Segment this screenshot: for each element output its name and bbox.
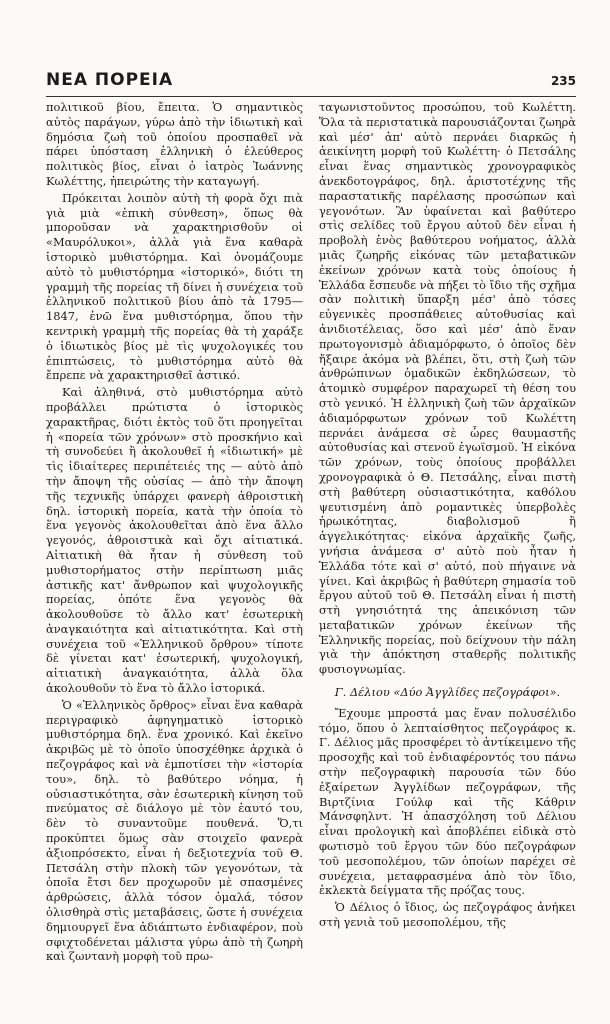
paragraph: Καὶ ἀληθινά, στὸ μυθιστόρημα αὐτὸ προβάλλει πρώτιστα ὁ ἱστορικὸς χαρακτῆρας, διότι ἐκτὸς τοῦ ὅτι προηγεῖται ἡ «πορεία τῶν χρόνων» στὸ προσκήνιο καὶ τὴ συνοδεύει ἢ ἀκολουθεῖ ἡ «ἰδιωτική» μὲ τὶς ἰδιαίτερες περιπέτειές της — αὐτὸ ἀπὸ τὴν ἄποψη τῆς οὐσίας — ἀπὸ τὴν ἄποψη τῆς τεχνικῆς ὑπάρχει φανερὴ ἀθροιστικὴ δηλ. ἱστορικὴ πορεία, κατὰ τὴν ὁποία τὸ ἕνα γεγονὸς ἀκολουθεῖται ἀπὸ ἕνα ἄλλο γεγονός, ἀθροιστικὰ καὶ ὄχι αἰτιατικά. Αἰτιατικὴ θὰ ἦταν ἡ σύνθεση τοῦ μυθιστορήματος στὴν περίπτωση μιᾶς ἀστικῆς κατ' ἄνθρωπον καὶ ψυχολογικῆς πορείας, ὁπότε ἕνα γεγονὸς θὰ ἀκολουθοῦσε τὸ ἄλλο κατ' ἐσωτερικὴ ἀναγκαιότητα καὶ αἰτιατικότητα. Καὶ στὴ συνέχεια τοῦ «Ἑλληνικοῦ ὄρθρου» τίποτε δὲ γίνεται κατ' ἐσωτερική, ψυχολογική, αἰτιατικὴ ἀναγκαιότητα, ἀλλὰ ὅλα ἀκολουθοῦν τὸ ἕνα τὸ ἄλλο ἱστορικά.	[46, 385, 303, 696]
journal-title: ΝΕΑ ΠΟΡΕΙΑ	[46, 70, 174, 90]
review-heading: Γ. Δέλιου «Δύο Ἀγγλίδες πεζογράφοι».	[334, 685, 561, 700]
paragraph: πολιτικοῦ βίου, ἔπειτα. Ὁ σημαντικὸς αὐτὸς παράγων, γύρω ἀπὸ τὴν ἰδιωτικὴ καὶ δημόσια ζωὴ τοῦ ὁποίου προσπαθεῖ νὰ πάρει ὑπόσταση ἑλληνικὴ ὁ ἐλεύθερος πολιτικὸς βίος, εἶναι ὁ ἰατρὸς Ἰωάννης Κωλέττης, ἠπειρώτης τὴν καταγωγή.	[46, 100, 303, 188]
left-column	[46, 100, 303, 1008]
paragraph: Ὁ Δέλιος ὁ ἴδιος, ὡς πεζογράφος ἀνήκει στὴ γενιὰ τοῦ μεσοπολέμου, τῆς	[319, 900, 576, 930]
paragraph: Πρόκειται λοιπὸν αὐτὴ τὴ φορὰ ὄχι πιὰ γιὰ μιὰ «ἐπικὴ σύνθεση», ὅπως θὰ μποροῦσαν νὰ χαρακτηρισθοῦν οἱ «Μαυρόλυκοι», ἀλλὰ γιὰ ἕνα καθαρὰ ἱστορικὸ μυθιστόρημα. Καὶ ὀνομάζουμε αὐτὸ τὸ μυθιστόρημα «ἱστορικό», διότι τη γραμμὴ τῆς πορείας τῆ δίνει ἡ συνέχεια τοῦ ἑλληνικοῦ πολιτικοῦ βίου ἀπὸ τὰ 1795—1847, ἐνῶ ἕνα μυθιστόρημα, ὅπου τὴν κεντρικὴ γραμμὴ τῆς πορείας θὰ τὴ χαράξε ὁ ἰδιωτικὸς βίος μὲ τὶς ψυχολογικές του ἐπιπτώσεις, τὸ μυθιστόρημα αὐτὸ θὰ ἔπρεπε νὰ χαρακτηρισθεῖ ἀστικό.	[46, 190, 303, 383]
text-columns	[46, 100, 576, 1008]
paragraph: Ὁ «Ἑλληνικὸς ὄρθρος» εἶναι ἕνα καθαρὰ περιγραφικὸ ἀφηγηματικὸ ἱστορικὸ μυθιστόρημα δηλ. ἕνα χρονικό. Καὶ ἐκεῖνο ἀκριβῶς μὲ τὸ ὁποῖο ὑποσχέθηκε ἀρχικὰ ὁ πεζογράφος καὶ νὰ ἐμποτίσει τὴν «ἱστορία του», δηλ. τὸ βαθύτερο νόημα, ἡ οὐσιαστικότητα, σὰν ἐσωτερικὴ κίνηση τοῦ πνεύματος σὲ διάλογο μὲ τὸν ἑαυτό του, δὲν τὸ συναντοῦμε πουθενά. Ὅ,τι προκύπτει ὅμως σὰν στοιχεῖο φανερὰ ἀξιοπρόσεκτο, εἶναι ἡ δεξιοτεχνία τοῦ Θ. Πετσάλη στὴν πλοκὴ τῶν γεγονότων, τὰ ὁποῖα ἔτσι δεν προχωροῦν μὲ σπασμένες ἀρθρώσεις, ἀλλὰ τόσον ὁμαλά, τόσον ὀλισθηρὰ στὶς μεταβάσεις, ὥστε ἡ συνέχεια δημιουργεῖ ἕνα ἀδιάπτωτο ἐνδιαφέρον, ποὺ σφιχτοδένεται μάλιστα γύρω ἀπὸ τὴ ζωηρὴ καὶ ζωντανὴ μορφὴ τοῦ πρω-	[46, 697, 303, 964]
running-header	[46, 70, 576, 97]
paragraph: ταγωνιστοῦντος προσώπου, τοῦ Κωλέττη. Ὅλα τὰ περιστατικὰ παρουσιάζονται ζωηρὰ καὶ μέσ' ἀπ' αὐτὸ περνάει διαρκῶς ἡ ἀεικίνητη μορφὴ τοῦ Κωλέττη· ὁ Πετσάλης εἶναι ἕνας σημαντικὸς χρονογραφικὸς ἀνεκδοτογράφος, δηλ. ἀριστοτέχνης τῆς παραστατικῆς παρέλασης προσώπων καὶ γεγονότων. Ἂν ὑφαίνεται καὶ βαθύτερο στὶς σελίδες τοῦ ἔργου αὐτοῦ δὲν εἶναι ἡ προβολὴ ἑνὸς βαθύτερου νοήματος, ἀλλὰ μιᾶς ζωηρῆς εἰκόνας τῶν μεταβατικῶν ἐκείνων χρόνων κατὰ τοὺς ὁποίους ἡ Ἑλλάδα ἔσπευδε νὰ πήξει τὸ ἴδιο τῆς σχῆμα σὰν πολιτικὴ ὕπαρξη μέσ' ἀπὸ τόσες εὐγενικὲς προσπάθειες αὐτοθυσίας καὶ ἀνιδιοτέλειας, ὅσο καὶ μέσ' ἀπὸ ἕναν πρωτογονισμὸ ἀδιαμόρφωτο, ὁ ὁποῖος δὲν ἤξαιρε ἀκόμα νὰ βλέπει, ὅτι, στὴ ζωὴ τῶν ἀνθρώπινων ὁμαδικῶν ἐκδηλώσεων, τὸ ἀτομικὸ συμφέρον παραχωρεῖ τὴ θέση του στὸ γενικό. Ἡ ἑλληνικὴ ζωὴ τῶν ἀρχαϊκῶν ἀδιαμόρφωτων χρόνων τοῦ Κωλέττη περνάει ἀνάμεσα σὲ ὧρες θαυμαστῆς αὐτοθυσίας καὶ στενοῦ ἐγωϊσμοῦ. Ἡ εἰκόνα τῶν χρόνων, τοὺς ὁποίους προβάλλει χρονογραφικὰ ὁ Θ. Πετσάλης, εἶναι πιστὴ στὴ βαθύτερη οὐσιαστικότητα, καθόλου ψευτισμένη ἀπὸ ρομαντικὲς ὑπερβολὲς ἡρωικότητας, διαβολισμοῦ ἢ ἀγγελικότητας· εἰκόνα ἀρχαϊκῆς ζωῆς, γνήσια ἀνάμεσα σ' αὐτὸ ποὺ ἦταν ἡ Ἑλλάδα τότε καὶ σ' αὐτό, ποὺ πήγαινε νὰ γίνει. Καὶ ἀκριβῶς ἡ βαθύτερη σημασία τοῦ ἔργου αὐτοῦ τοῦ Θ. Πετσάλη εἶναι ἡ πιστὴ στὴ γνησιότητά της ἀπεικόνιση τῶν μεταβατικῶν χρόνων ἐκείνων τῆς Ἑλληνικῆς πορείας, ποὺ δείχνουν τὴν πάλη γιὰ τὴν ἀπόκτηση σταθερῆς πολιτικῆς φυσιογνωμίας.	[319, 100, 576, 677]
right-column	[319, 100, 576, 1008]
page-number: 235	[550, 74, 576, 88]
paragraph: Ἔχουμε μπροστά μας ἕναν πολυσέλιδο τόμο, ὅπου ὁ λεπταίσθητος πεζογράφος κ. Γ. Δέλιος μᾶς προσφέρει τὸ ἀντίκειμενο τῆς προσοχῆς καὶ τοῦ ἐνδιαφέροντός του πάνω στὴν πεζογραφικὴ παρουσία τῶν δύο ἐξαίρετων Ἀγγλίδων πεζογράφων, τῆς Βιρτζίνια Γούλφ καὶ τῆς Κάθριν Μάνσφηλντ. Ἡ ἀπασχόληση τοῦ Δέλιου εἶναι προλογικὴ καὶ ἀποβλέπει εἰδικὰ στὸ φωτισμὸ τοῦ ἔργου τῶν δύο πεζογράφων τοῦ μεσοπολέμου, τῶν ὁποίων παρέχει σὲ συνέχεια, μεταφρασμένα ἀπὸ τὸν ἴδιο, ἐκλεκτὰ δείγματα τῆς πρόζας τους.	[319, 705, 576, 898]
